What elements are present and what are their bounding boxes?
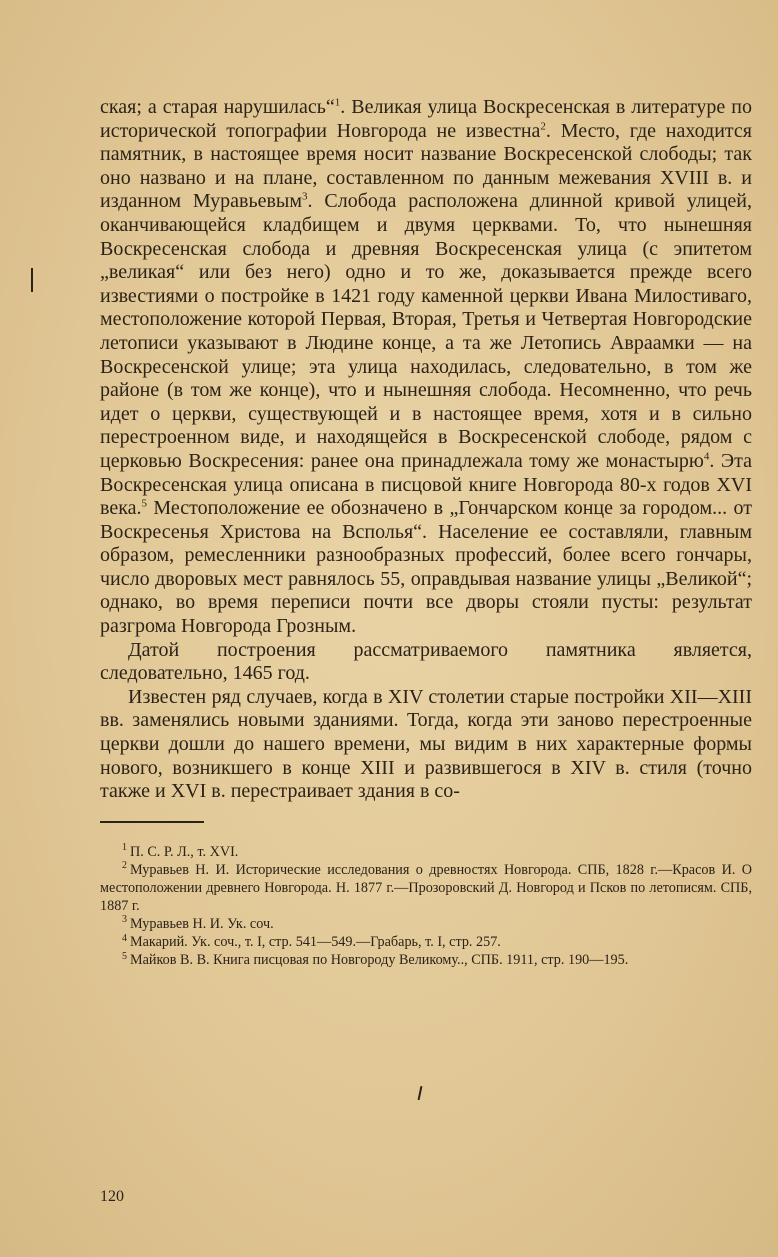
- text-run: . Эта Воскресенская улица описана в писцовой книге Новгорода 80-х годов XVI века.: [100, 449, 752, 520]
- footnote-number: 4: [122, 932, 127, 944]
- footnote-ref: 5: [141, 497, 147, 510]
- footnote: [100, 933, 752, 951]
- margin-mark: [31, 268, 33, 292]
- footnote-text: Макарий. Ук. соч., т. I, стр. 541—549.—Грабарь, т. I, стр. 257.: [130, 934, 501, 951]
- footnote-number: 3: [122, 914, 127, 926]
- footnote-ref: 1: [334, 96, 341, 109]
- footnote-ref: 4: [703, 450, 710, 463]
- page: [100, 96, 752, 969]
- footnote-text: П. С. Р. Л., т. XVI.: [130, 843, 239, 860]
- text-run: . Слобода расположена длинной кривой улицей, оканчивающейся кладбищем и двумя церквами. То, что нынешняя Воскресенская слобода и древняя Воскресенская улица (с эпитетом „великая“ или без него) одно и то же, доказывается прежде всего известиями о постройке в 1421 году каменной церкви Ивана Милостиваго, местоположение которой Первая, Вторая, Третья и Четвертая Новгородские летописи указывают в Людине конце, а та же Летопись Авраамки — на Воскресенской улице; эта улица находилась, следовательно, в том же районе (в том же конце), что и нынешняя слобода. Несомненно, что речь идет о церкви, существующей и в настоящее время, хотя и в сильно перестроенном виде, и находящейся в Воскресенской слободе, рядом с церковью Воскресения: ранее она принадлежала тому же монастырю: [100, 190, 752, 472]
- footnote-number: 5: [122, 950, 127, 962]
- footnote-number: 2: [122, 860, 127, 872]
- footnote: [100, 861, 752, 915]
- text-run: Известен ряд случаев, когда в XIV столетии старые постройки XII—XIII вв. заменялись новыми зданиями. Тогда, когда эти заново перестроенные церкви дошли до нашего времени, мы видим в них характерные формы нового, возникшего в конце XIII и развившегося в XIV в. стиля (точно также и XVI в. перестраивает здания в со-: [100, 685, 752, 803]
- text-run: ская; а старая нарушилась“: [100, 96, 335, 118]
- footnote-text: Муравьев Н. И. Ук. соч.: [130, 916, 274, 933]
- margin-tick: [418, 1086, 422, 1100]
- footnotes: [100, 843, 752, 970]
- footnote-text: Муравьев Н. И. Исторические исследования о древностях Новгорода. СПБ, 1828 г.—Красов И. О местоположении древнего Новгорода. Н. 1877 г.—Прозоровский Д. Новгород и Псков по летописям. СПБ, 1887 г.: [100, 861, 752, 915]
- footnote-number: 1: [122, 842, 127, 854]
- text-run: Датой построения рассматриваемого памятника является, следовательно, 1465 год.: [100, 638, 752, 685]
- footnote: [100, 915, 752, 933]
- page-number: 120: [100, 1188, 124, 1205]
- paragraph: [100, 686, 752, 804]
- footnote: [100, 951, 752, 969]
- text-run: Местоположение ее обозначено в „Гончарском конце за городом... от Воскресенья Христова на Всполья“. Население ее составляли, главным образом, ремесленники разнообразных профессий, более всего гончары, число дворовых мест равнялось 55, оправдывая название улицы „Великой“; однако, во время переписи почти все дворы стояли пусты: результат разгрома Новгорода Грозным.: [100, 497, 752, 638]
- footnote: [100, 843, 752, 861]
- footnote-divider: [100, 821, 204, 823]
- paragraph: [100, 96, 752, 639]
- paragraph: [100, 639, 752, 686]
- footnote-ref: 3: [302, 190, 308, 203]
- footnote-ref: 2: [540, 119, 546, 132]
- footnote-text: Майков В. В. Книга писцовая по Новгороду Великому.., СПБ. 1911, стр. 190—195.: [130, 952, 629, 969]
- main-text: [100, 96, 752, 804]
- text-run: . Место, где находится памятник, в настоящее время носит название Воскресенской слободы; так оно названо и на плане, составленном по данным межевания XVIII в. и изданном Муравьевым: [100, 119, 752, 213]
- text-run: . Великая улица Воскресенская в литературе по исторической топографии Новгорода не известна: [100, 96, 752, 142]
